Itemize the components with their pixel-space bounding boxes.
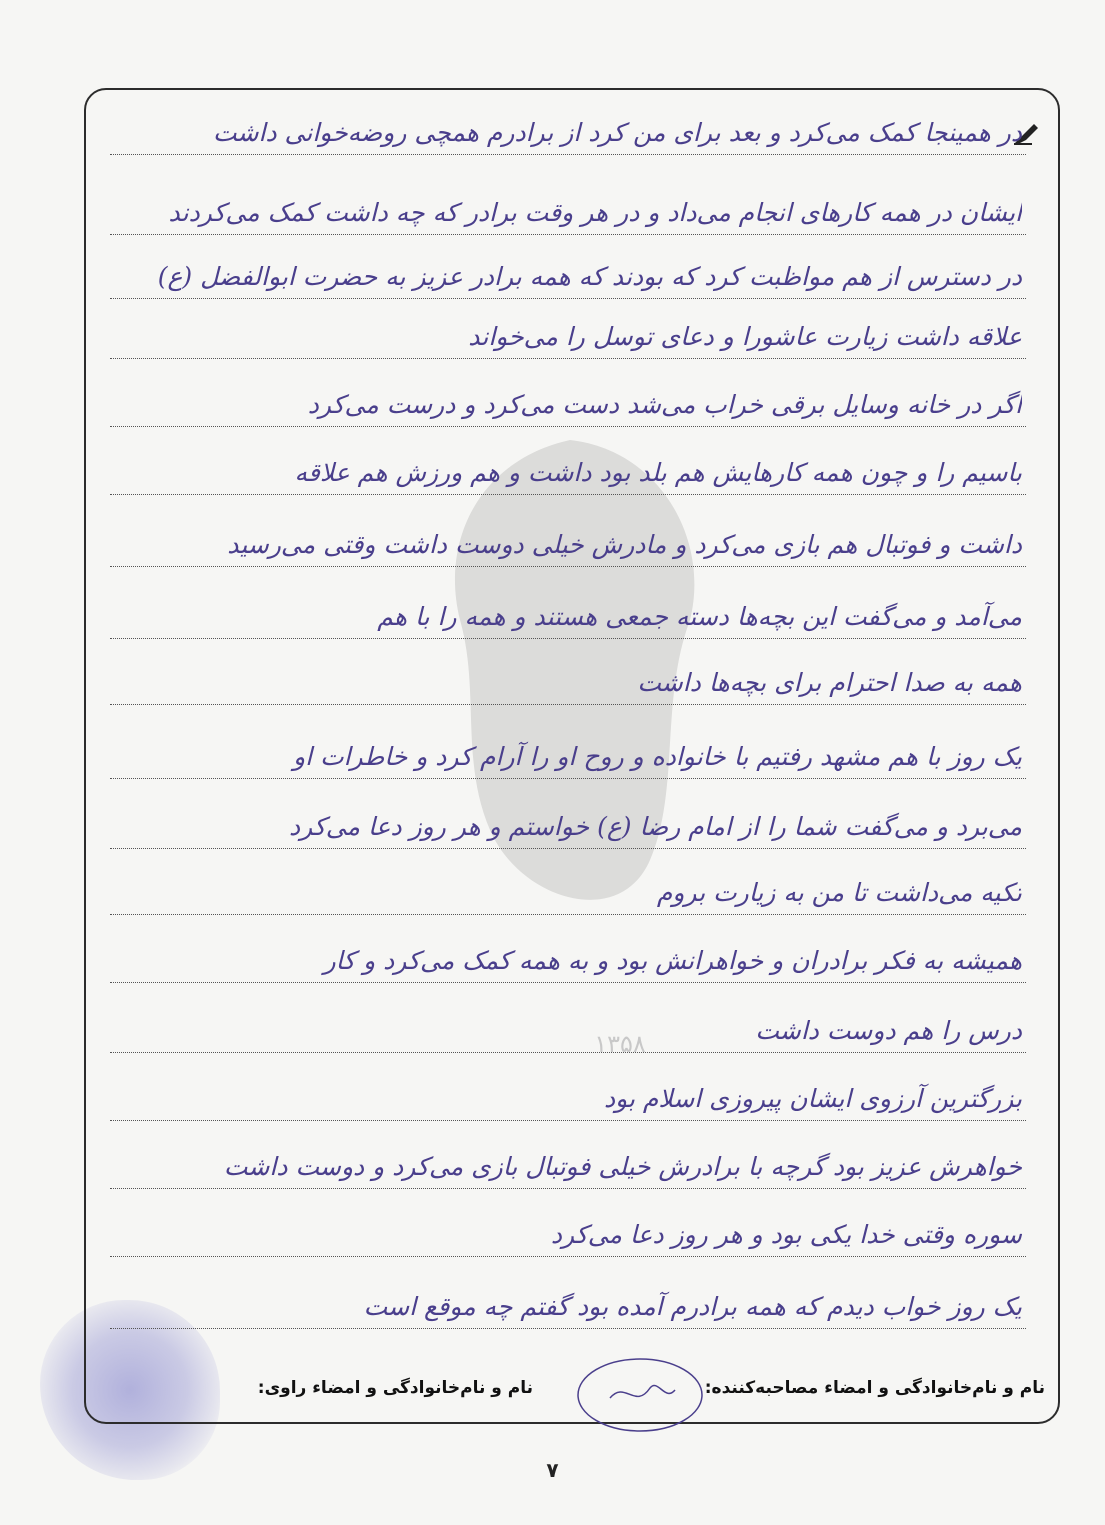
handwritten-line-15: بزرگترین آرزوی ایشان پیروزی اسلام بود (110, 1062, 1026, 1121)
interviewer-signature-label: نام و نام‌خانوادگی و امضاء مصاحبه‌کننده: (704, 1378, 1045, 1398)
page-number: ۷ (546, 1458, 559, 1482)
handwritten-line-13: همیشه به فکر برادران و خواهرانش بود و به همه کمک می‌کرد و کار (110, 924, 1026, 983)
handwritten-line-1: در همینجا کمک می‌کرد و بعد برای من کرد از برادرم همچی روضه‌خوانی داشت (110, 96, 1026, 155)
handwritten-line-14: درس را هم دوست داشت (110, 994, 1026, 1053)
handwritten-line-18: یک روز خواب دیدم که همه برادرم آمده بود گفتم چه موقع است (110, 1270, 1026, 1329)
handwritten-line-9: همه به صدا احترام برای بچه‌ها داشت (110, 646, 1026, 705)
watermark-year: ۱۳۵۸ (594, 1030, 646, 1058)
handwritten-line-7: داشت و فوتبال هم بازی می‌کرد و مادرش خیلی دوست داشت وقتی می‌رسید (110, 508, 1026, 567)
handwritten-line-8: می‌آمد و می‌گفت این بچه‌ها دسته جمعی هستند و همه را با هم (110, 580, 1026, 639)
handwritten-line-11: می‌برد و می‌گفت شما را از امام رضا (ع) خواستم و هر روز دعا می‌کرد (110, 790, 1026, 849)
handwritten-line-12: تکیه می‌داشت تا من به زیارت بروم (110, 856, 1026, 915)
interviewer-signature (570, 1350, 710, 1440)
handwritten-line-17: سوره وقتی خدا یکی بود و هر روز دعا می‌کرد (110, 1198, 1026, 1257)
handwritten-line-3: در دسترس از هم مواظبت کرد که بودند که همه برادر عزیز به حضرت ابوالفضل (ع) (110, 240, 1026, 299)
handwritten-line-10: یک روز با هم مشهد رفتیم با خانواده و روح او را آرام کرد و خاطرات او (110, 720, 1026, 779)
handwritten-line-16: خواهرش عزیز بود گرچه با برادرش خیلی فوتبال بازی می‌کرد و دوست داشت (110, 1130, 1026, 1189)
handwritten-line-4: علاقه داشت زیارت عاشورا و دعای توسل را می‌خواند (110, 300, 1026, 359)
handwritten-line-6: باسیم را و چون همه کارهایش هم بلد بود داشت و هم ورزش هم علاقه (110, 436, 1026, 495)
narrator-signature-label: نام و نام‌خانوادگی و امضاء راوی: (257, 1378, 533, 1398)
handwritten-line-5: اگر در خانه وسایل برقی خراب می‌شد دست می‌کرد و درست می‌کرد (110, 368, 1026, 427)
handwritten-line-2: ایشان در همه کارهای انجام می‌داد و در هر وقت برادر که چه داشت کمک می‌کردند (110, 176, 1026, 235)
